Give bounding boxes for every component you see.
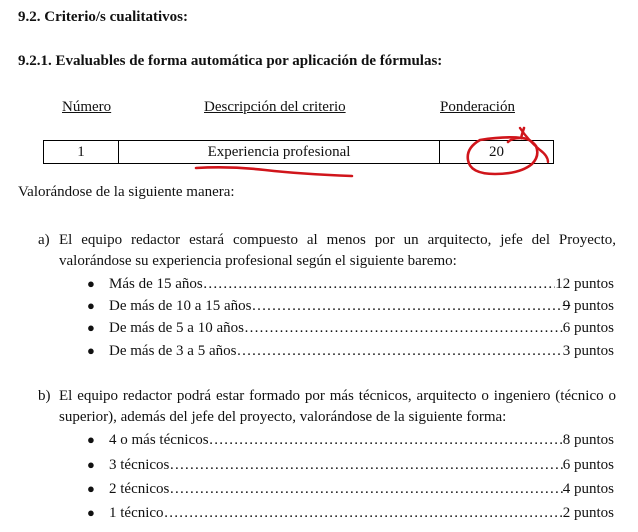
item-a-marker: a) [38, 232, 50, 248]
item-b-marker: b) [38, 388, 51, 404]
cell-numero: 1 [77, 144, 85, 160]
bullet-points: 12 puntos [555, 276, 614, 292]
bullet-icon: ● [87, 276, 95, 291]
intro-text: Valorándose de la siguiente manera: [18, 184, 235, 200]
bullet-label: Más de 15 años [109, 276, 203, 292]
table-header-ponderacion: Ponderación [440, 99, 515, 115]
bullet-points: 9 puntos [562, 298, 614, 314]
bullet-points: 4 puntos [562, 481, 614, 497]
bullet-icon: ● [87, 298, 95, 313]
cell-descripcion: Experiencia profesional [207, 144, 351, 160]
bullet-icon: ● [87, 432, 95, 447]
bullet-icon: ● [87, 481, 95, 496]
section-heading: 9.2. Criterio/s cualitativos: [18, 9, 188, 25]
bullet-icon: ● [87, 320, 95, 335]
bullet-points: 2 puntos [562, 505, 614, 521]
bullet-label: 1 técnico [109, 505, 164, 521]
bullet-icon: ● [87, 343, 95, 358]
bullet-points: 8 puntos [562, 432, 614, 448]
bullet-label: 2 técnicos [109, 481, 170, 497]
bullet-icon: ● [87, 505, 95, 520]
table-header-numero: Número [62, 99, 112, 115]
bullet-icon: ● [87, 457, 95, 472]
bullet-points: 6 puntos [562, 457, 614, 473]
bullet-points: 6 puntos [562, 320, 614, 336]
item-a-text: El equipo redactor estará compuesto al menos por un arquitecto, jefe del Proyecto, valorándose su experiencia profesional según el siguiente baremo: [59, 232, 616, 269]
bullet-label: 4 o más técnicos [109, 432, 209, 448]
item-b-text: El equipo redactor podrá estar formado por más técnicos, arquitecto o ingeniero (técnico o superior), además del jefe del proyecto, valorándose de la siguiente forma: [59, 388, 616, 425]
bullet-label: De más de 10 a 15 años [109, 298, 252, 314]
red-circle-annotation-tail [520, 128, 548, 162]
bullet-label: De más de 5 a 10 años [109, 320, 244, 336]
red-circle-annotation [468, 128, 538, 174]
red-underline-annotation [196, 167, 352, 176]
table-header-descripcion: Descripción del criterio [204, 99, 346, 115]
bullet-label: 3 técnicos [109, 457, 170, 473]
subsection-heading: 9.2.1. Evaluables de forma automática por aplicación de fórmulas: [18, 53, 443, 69]
cell-ponderacion: 20 [489, 144, 504, 160]
bullet-label: De más de 3 a 5 años [109, 343, 237, 359]
bullet-points: 3 puntos [562, 343, 614, 359]
